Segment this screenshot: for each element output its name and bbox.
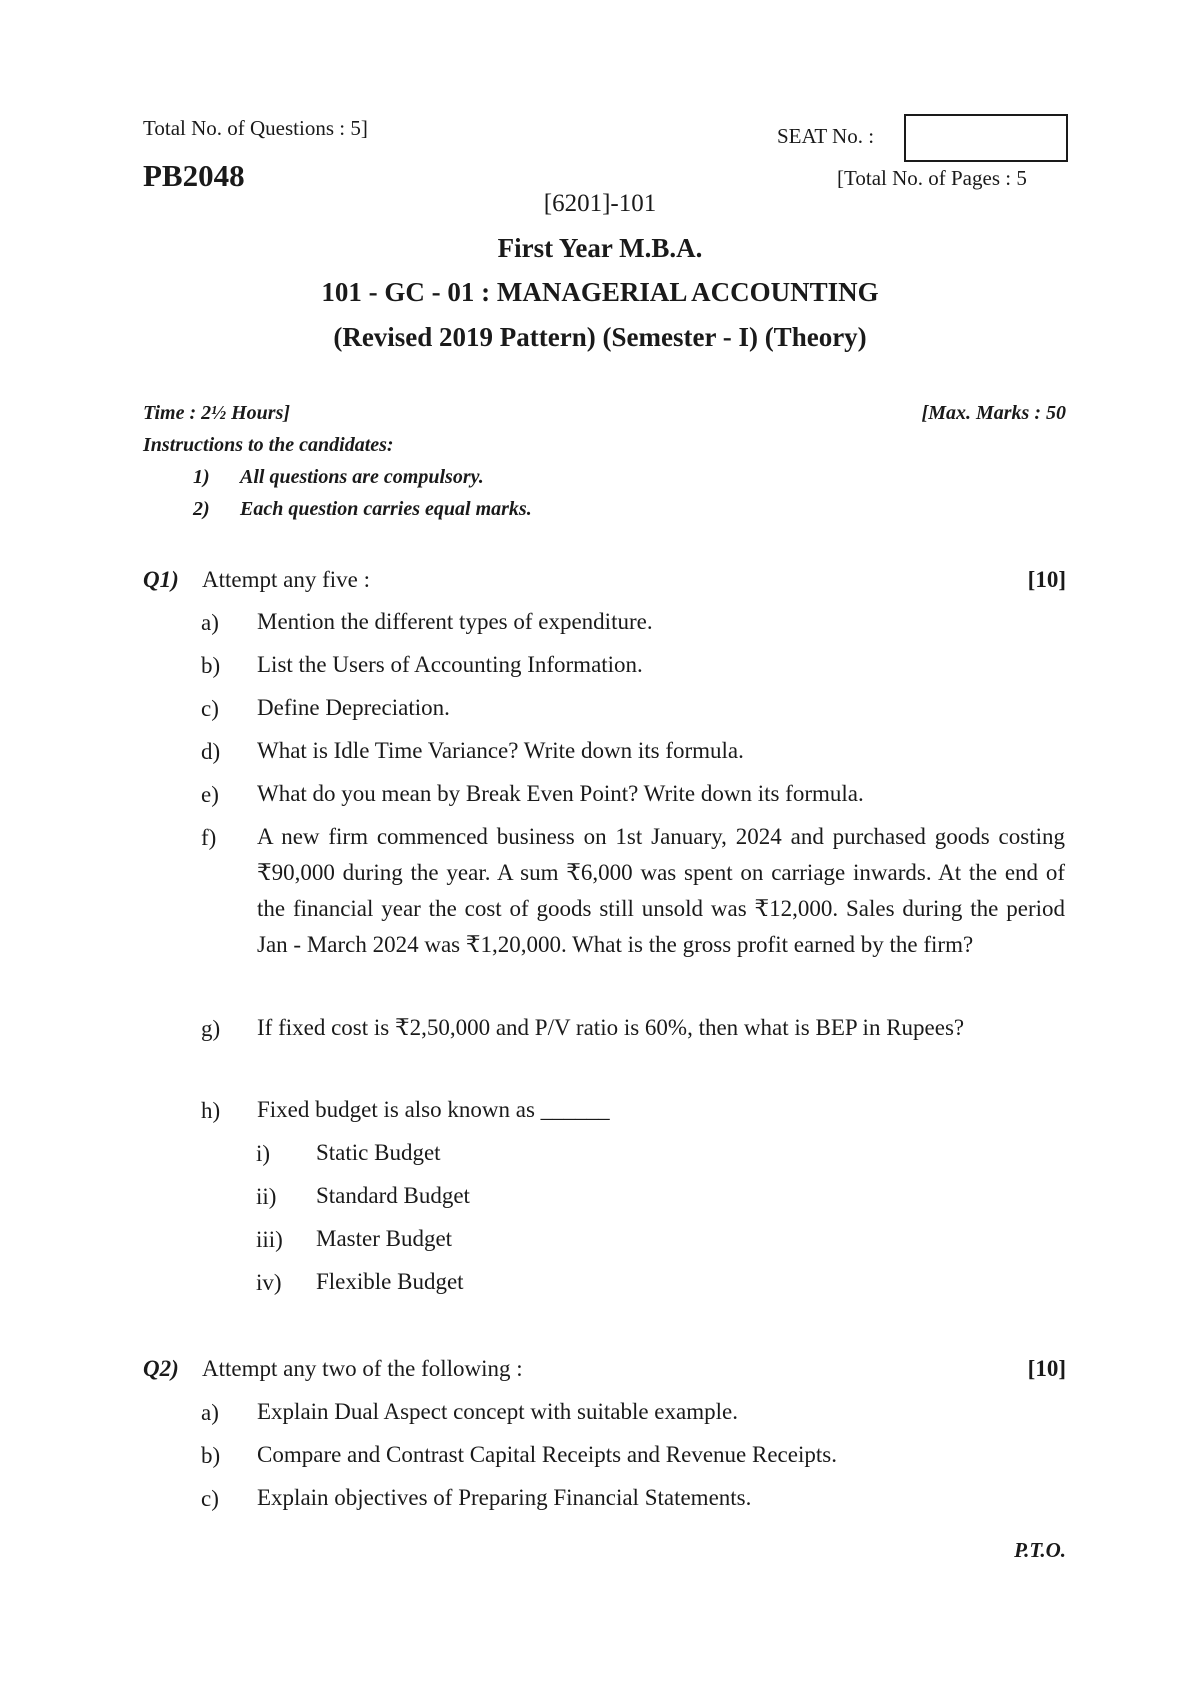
question-number	[143, 1356, 179, 1382]
option-text: Master Budget	[316, 1226, 453, 1251]
item-text: A new firm commenced business on 1st January, 2024 and purchased goods costing ₹90,000 during the year. A sum ₹6,000 was spent on carriage inwards. At the end of the financial year the cost of goods still unsold was ₹12,000. Sales during the period Jan - March 2024 was ₹1,20,000. What is the gross profit earned by the firm?	[257, 824, 1065, 957]
q2-number: Q2)	[143, 1356, 179, 1381]
item-text: Compare and Contrast Capital Receipts and Revenue Receipts.	[257, 1442, 837, 1467]
item-label: f)	[201, 825, 217, 850]
item-label: d)	[201, 739, 221, 764]
item-label: c)	[201, 696, 219, 721]
course-title: First Year M.B.A.	[497, 233, 703, 263]
item-text: List the Users of Accounting Information.	[257, 652, 643, 677]
q2-title: Attempt any two of the following :	[202, 1356, 523, 1381]
q1-number: Q1)	[143, 567, 179, 592]
option-label: iii)	[256, 1227, 283, 1252]
item-label: b)	[201, 653, 221, 678]
q1-title: Attempt any five :	[202, 567, 370, 592]
pattern-title: (Revised 2019 Pattern) (Semester - I) (Theory)	[333, 322, 867, 352]
seat-label: SEAT No. :	[777, 124, 875, 148]
total-questions: Total No. of Questions : 5]	[143, 116, 368, 140]
item-text: Fixed budget is also known as ______	[257, 1097, 610, 1122]
item-label: h)	[201, 1098, 221, 1123]
instructions-title: Instructions to the candidates:	[143, 434, 394, 456]
instruction-num: 1)	[193, 466, 210, 488]
question-number	[143, 567, 179, 593]
option-text: Standard Budget	[316, 1183, 470, 1208]
item-text: Explain objectives of Preparing Financial Statements.	[257, 1485, 752, 1510]
item-text: If fixed cost is ₹2,50,000 and P/V ratio is 60%, then what is BEP in Rupees?	[257, 1015, 965, 1040]
seat-number-box[interactable]	[904, 114, 1068, 162]
item-text: Mention the different types of expenditure.	[257, 609, 653, 634]
q1-marks: [10]	[1027, 567, 1066, 592]
subject-title: 101 - GC - 01 : MANAGERIAL ACCOUNTING	[321, 277, 879, 307]
instruction-text: All questions are compulsory.	[240, 466, 484, 488]
item-label: e)	[201, 782, 219, 807]
paper-code: PB2048	[143, 158, 245, 193]
item-text: What is Idle Time Variance? Write down its formula.	[257, 738, 744, 763]
option-label: iv)	[256, 1270, 282, 1295]
exam-code: [6201]-101	[543, 190, 657, 217]
option-text: Flexible Budget	[316, 1269, 464, 1294]
item-label: g)	[201, 1016, 221, 1041]
exam-time: Time : 2½ Hours]	[143, 402, 291, 424]
option-text: Static Budget	[316, 1140, 441, 1165]
item-text: Define Depreciation.	[257, 695, 450, 720]
instruction-num: 2)	[193, 498, 210, 520]
max-marks: [Max. Marks : 50	[921, 402, 1066, 424]
item-label: a)	[201, 610, 219, 635]
item-label: a)	[201, 1400, 219, 1425]
option-label: i)	[256, 1141, 271, 1166]
item-label: b)	[201, 1443, 221, 1468]
instruction-text: Each question carries equal marks.	[240, 498, 532, 520]
option-label: ii)	[256, 1184, 277, 1209]
item-text: Explain Dual Aspect concept with suitable example.	[257, 1399, 738, 1424]
total-pages: [Total No. of Pages : 5	[837, 166, 1027, 190]
item-label: c)	[201, 1486, 219, 1511]
q2-marks: [10]	[1027, 1356, 1066, 1381]
item-text: What do you mean by Break Even Point? Write down its formula.	[257, 781, 864, 806]
pto-note: P.T.O.	[1014, 1538, 1066, 1562]
